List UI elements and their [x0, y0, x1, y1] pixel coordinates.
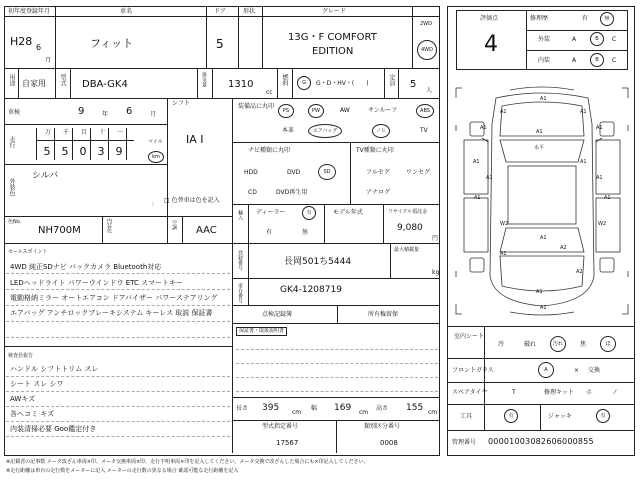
divider [337, 305, 338, 323]
usage-label: 用途 [8, 74, 15, 86]
inspector-label: 検査員報告 [8, 353, 34, 359]
drive-4wd-circled [417, 40, 437, 60]
jack-value-circled [596, 409, 610, 423]
divider [447, 358, 635, 359]
recycle-deposit-value: 9,080 [397, 223, 423, 233]
serial-value-1: 17567 [276, 439, 299, 447]
height-value: 155 [406, 403, 424, 413]
divider [55, 68, 56, 98]
navi-cd: CD [248, 189, 257, 196]
divider [6, 305, 230, 306]
divider [4, 346, 232, 347]
jack-value: 有 [600, 412, 606, 419]
divider [236, 377, 438, 378]
length-label: 長さ [236, 405, 249, 412]
fuel-selected-circle [297, 76, 311, 90]
divider [206, 6, 207, 68]
interior-selected-circled [590, 53, 604, 67]
ac-label: 空調 [171, 220, 177, 230]
spare-option-kit: 修理キット [544, 389, 574, 396]
interior-option-a: A [572, 57, 577, 64]
divider [447, 430, 635, 431]
interior-option-c: C [612, 57, 617, 64]
equipment-navi: ノヒ [375, 127, 386, 134]
damage-label: W2 [500, 221, 509, 227]
divider [212, 68, 213, 98]
seat-option-dirt: 汚 [498, 341, 505, 348]
divider [6, 321, 230, 322]
doors-value: 5 [216, 37, 224, 51]
equipment-abs-circled [416, 104, 434, 118]
interior-color-label: 内装色 [106, 218, 112, 233]
chassis-value: GK4-1208719 [280, 285, 342, 295]
divider [277, 68, 278, 98]
displacement-unit: cc [266, 89, 273, 96]
color-value: シルバ [32, 171, 59, 181]
tv-oneseg: ワンセグ [406, 169, 431, 176]
width-label: 幅 [311, 405, 318, 412]
equipment-leather: 本革 [282, 127, 295, 134]
divider [232, 323, 440, 324]
divider [232, 278, 440, 279]
first-reg-month: 6 [36, 43, 42, 52]
max-load-label: 最大積載量 [394, 247, 420, 253]
plate-value: 長岡501ち5444 [284, 257, 352, 267]
divider [6, 376, 230, 377]
fuel-selected: G [302, 79, 306, 86]
divider [262, 6, 263, 68]
divider [232, 142, 440, 143]
score-label: 評価点 [480, 15, 499, 22]
navi-type-label: ナビ種類に丸印 [248, 147, 291, 154]
damage-label: A2 [576, 269, 583, 275]
damage-label: A1 [540, 235, 547, 241]
windshield-label: フロントガラス [452, 367, 494, 374]
shape-label: 形状 [243, 8, 256, 15]
footer-line-2: ※走行距離は車台の走行数をメーターに記入 メーターの走行数の異なる場合 確認可能な走行距離を記入 [6, 468, 239, 474]
divider [350, 142, 351, 204]
shaken-year: 9 [78, 106, 85, 117]
divider [248, 204, 249, 243]
mileage-km-circled [148, 151, 164, 163]
windshield-a: A [544, 366, 548, 373]
seat-label: 室内シート [454, 333, 485, 340]
divider [248, 243, 249, 305]
inspector-line: ハンドル シフトトリム スレ [10, 365, 99, 373]
model-value: フィット [90, 37, 134, 50]
dealer-yes: 有 [306, 209, 312, 216]
ownership-label: 所有権留保 [368, 311, 399, 318]
repair-label: 修理歴 [530, 15, 549, 22]
model-year-label: モデル年式 [333, 209, 363, 216]
maintenance-label: 点検記録簿 [262, 311, 293, 318]
mileage-label: 走行 [8, 136, 15, 148]
height-unit: cm [428, 409, 438, 416]
chassis-label: 車台番号 [237, 283, 243, 303]
divider [182, 216, 183, 243]
exterior-selected: B [595, 35, 599, 42]
shaken-year-unit: 年 [102, 111, 109, 118]
damage-label: A1 [596, 125, 603, 131]
divider [232, 204, 440, 205]
equipment-airbag-circled [308, 124, 342, 138]
damage-label: A1 [536, 129, 543, 135]
repair-option-no: 無 [604, 15, 610, 22]
height-label: 高さ [376, 405, 389, 412]
seat-option-stain: 汚れ [552, 340, 563, 347]
divider [384, 68, 385, 98]
damage-label: A1 [536, 289, 543, 295]
damage-label: A1 [486, 175, 493, 181]
divider [54, 128, 55, 160]
equipment-abs: ABS [420, 107, 430, 114]
divider [526, 30, 628, 31]
equipment-navi-circled [372, 124, 390, 138]
capacity-unit: 人 [426, 87, 433, 94]
color-no-value: NH700M [38, 225, 81, 236]
mileage-digit-header: 十 [99, 129, 106, 136]
divider [232, 397, 440, 398]
footer-line-1: ※記載者の記事数 メータ改ざん車両×印、メータ交換車両×印、走行不明車両×印を記入してください、メータ交換で改ざんした場合にも×印記入してください。 [6, 459, 369, 465]
damage-label: A1 [580, 159, 587, 165]
mileage-unit-km: km [152, 153, 160, 160]
inspector-line: AWキズ [10, 395, 36, 403]
fuel-options: G・D・HV・( ) [316, 80, 369, 87]
repair-option-yes: 有 [582, 15, 589, 22]
divider [447, 404, 635, 405]
selling-points-label: セールスポイント [8, 249, 48, 255]
divider [412, 6, 413, 68]
mileage-digit: 5 [43, 145, 51, 158]
doors-label: ドア [214, 8, 226, 15]
spare-label: スペアタイヤ [452, 389, 488, 396]
spare-option-t: T [512, 389, 516, 396]
divider [4, 243, 232, 244]
divider [6, 421, 230, 422]
type-value: DBA-GK4 [82, 79, 128, 90]
divider [336, 420, 337, 453]
divider [102, 216, 103, 243]
divider [236, 349, 438, 350]
windshield-replace: 交換 [588, 367, 601, 374]
inspector-line: 各ヘコミ キズ [10, 410, 55, 418]
divider [36, 140, 134, 141]
mileage-digit-header: 万 [45, 129, 52, 136]
selling-point-line: エアバッグ アンチロックブレーキシステム キーレス 取説 保証書 [10, 309, 213, 317]
divider [6, 289, 230, 290]
damage-label: A1 [500, 251, 507, 257]
windshield-a-circled [538, 362, 554, 378]
divider [4, 164, 167, 165]
exterior-label: 外装 [538, 36, 551, 43]
first-reg-value: H28 [10, 35, 33, 48]
damage-label: A1 [596, 175, 603, 181]
shift-value: IA I [186, 133, 204, 146]
divider [232, 305, 440, 306]
divider [6, 391, 230, 392]
type-label: 型式 [59, 74, 66, 86]
length-value: 395 [262, 403, 280, 413]
divider [126, 128, 127, 160]
selling-point-line: 電動格納ミラー オートエアコン ドアバイザー パワーステアリング [10, 294, 218, 302]
shift-label: シフト [172, 100, 191, 107]
interior-selected: B [595, 56, 599, 63]
divider [232, 243, 440, 244]
recycle-deposit-label: リサイクル預託金 [388, 209, 428, 215]
divider [232, 98, 233, 453]
shaken-month: 6 [126, 106, 133, 117]
divider [390, 243, 391, 278]
divider [383, 204, 384, 243]
mgmt-label: 管理番号 [452, 439, 477, 446]
divider [36, 128, 37, 160]
equipment-pw-circled [308, 104, 324, 118]
import-label: 輸入 [237, 210, 243, 220]
damage-label: A1 [540, 96, 547, 102]
divider [526, 10, 527, 70]
damage-label: A1 [474, 195, 481, 201]
jack-label: ジャッキ [548, 413, 572, 420]
divider [6, 406, 230, 407]
divider [238, 6, 239, 68]
divider [70, 68, 71, 98]
repair-option-no-circled [600, 12, 614, 26]
damage-label: A1 [604, 195, 611, 201]
divider [18, 68, 19, 98]
fuel-label: 燃料 [281, 74, 288, 86]
divider [236, 363, 438, 364]
divider [72, 128, 73, 160]
month-unit: 月 [45, 57, 52, 64]
divider [484, 326, 485, 430]
first-reg-label: 初年度登録年月 [8, 8, 51, 15]
seat-option-fray-circled [600, 336, 616, 352]
navi-sd: SD [323, 168, 331, 175]
serial-label-2: 類別区分番号 [364, 423, 401, 430]
tv-fullseg: フルセグ [366, 169, 390, 176]
drive-2wd: 2WD [420, 21, 432, 27]
windshield-x: × [574, 367, 580, 374]
grade-value-1: 13G・F COMFORT [288, 32, 377, 43]
recycle-unit: 円 [432, 235, 439, 242]
exterior-option-c: C [612, 36, 617, 43]
length-unit: cm [292, 409, 302, 416]
color-bullet: : [152, 201, 155, 208]
seat-option-stain-circled [550, 336, 566, 352]
navi-sd-circled [318, 164, 336, 180]
divider [540, 404, 541, 430]
width-value: 169 [334, 403, 352, 413]
grade-label: グレード [322, 8, 347, 15]
exterior-selected-circled [590, 32, 604, 46]
navi-dvd: DVD [287, 169, 301, 176]
equipment-sunroof: サンルーフ [368, 107, 398, 114]
capacity-value: 5 [410, 79, 417, 90]
seat-option-fray: ほ [605, 340, 611, 347]
spare-option-ho: ホ [586, 389, 593, 396]
selling-point-line: 4WD 純正SDナビ バックカメラ Bluetooth対応 [10, 263, 162, 271]
seat-option-tear: 破れ [524, 341, 537, 348]
divider [292, 68, 293, 98]
serial-label-1: 型式指定番号 [262, 423, 299, 430]
mileage-digit: 3 [97, 145, 105, 158]
mileage-digit-header: 百 [81, 129, 88, 136]
mileage-digit: 5 [61, 145, 69, 158]
tv-analog: アナログ [366, 189, 391, 196]
divider [6, 436, 230, 437]
dealer-no: 無 [302, 229, 309, 236]
capacity-label: 定員 [388, 74, 395, 86]
ac-value: AAC [196, 225, 217, 236]
mileage-digit-header: 一 [117, 129, 124, 136]
color-label: 外装色 [8, 178, 15, 196]
mileage-digit-header: 千 [63, 129, 70, 136]
damage-label: A1 [580, 109, 587, 115]
divider [447, 382, 635, 383]
equipment-airbag: エアバッグ [312, 127, 338, 134]
dealer-yes-sub: 有 [266, 229, 273, 236]
dealer-yes-circled [302, 206, 316, 220]
equipment-label: 装備品に丸印 [238, 103, 275, 110]
navi-hdd: HDD [244, 169, 258, 176]
damage-label: A1 [480, 125, 487, 131]
divider [4, 216, 232, 217]
divider [55, 6, 56, 68]
drive-4wd: 4WD [421, 46, 433, 53]
damage-label: A1 [500, 109, 507, 115]
diagram-note: 水平 [534, 145, 545, 151]
damage-label: A1 [540, 305, 547, 311]
inspector-line: 内装清掃必要 Goo鑑定付き [10, 425, 97, 433]
inspector-line: シート スレ シワ [10, 380, 64, 388]
mileage-digit: 9 [115, 145, 123, 158]
score-value: 4 [484, 32, 498, 57]
width-unit: cm [359, 409, 369, 416]
transfer-label: 保証書・取扱説明書 [236, 327, 287, 336]
damage-label: A1 [473, 159, 480, 165]
usage-value: 自家用 [22, 79, 46, 88]
divider [197, 68, 198, 98]
shaken-label: 車検 [8, 109, 21, 116]
divider [167, 216, 168, 243]
exterior-option-a: A [572, 36, 577, 43]
divider [236, 391, 438, 392]
damage-label: W2 [598, 221, 607, 227]
equipment-ps-circled [278, 104, 294, 118]
grade-value-2: EDITION [312, 46, 354, 57]
seat-option-burn: 焦 [580, 341, 587, 348]
equipment-aw: AW [340, 107, 350, 114]
model-label: 車名 [120, 8, 133, 15]
color-change-note: □ 色替車は色を記入 [164, 197, 220, 204]
displacement-value: 1310 [228, 79, 254, 90]
mileage-digit: 0 [79, 145, 87, 158]
selling-point-line: LEDヘッドライト パワーウインドウ ETC スマートキー [10, 279, 184, 287]
plate-label: 登録番号 [237, 250, 243, 270]
displacement-label: 排気量 [201, 72, 207, 87]
tools-value: 有 [508, 412, 514, 419]
divider [398, 68, 399, 98]
divider [6, 273, 230, 274]
dealer-label: ディーラー [256, 209, 286, 216]
equipment-pw: PW [312, 107, 320, 114]
tv-type-label: TV種類に丸印 [356, 147, 394, 154]
interior-label: 内装 [538, 57, 551, 64]
mgmt-value: 00001003082606000855 [488, 437, 594, 446]
shaken-month-unit: 月 [150, 111, 157, 118]
divider [4, 16, 440, 17]
divider [6, 337, 230, 338]
divider [90, 128, 91, 160]
damage-label: A2 [560, 245, 567, 251]
divider [526, 50, 628, 51]
divider [4, 124, 167, 125]
divider [4, 98, 440, 99]
spare-option-no: ノ [612, 389, 619, 396]
divider [447, 326, 635, 327]
max-load-unit: kg [432, 269, 440, 276]
tools-value-circled [504, 409, 518, 423]
navi-dvd-player: DVD再生用 [276, 189, 308, 196]
color-no-label: 色No. [8, 219, 22, 225]
tools-label: 工具 [460, 413, 473, 420]
divider [324, 204, 325, 243]
divider [108, 128, 109, 160]
equipment-tv: TV [420, 127, 428, 134]
mileage-unit-mile: マイル [148, 139, 163, 145]
equipment-ps: PS [282, 107, 290, 114]
serial-value-2: 0008 [380, 439, 398, 447]
